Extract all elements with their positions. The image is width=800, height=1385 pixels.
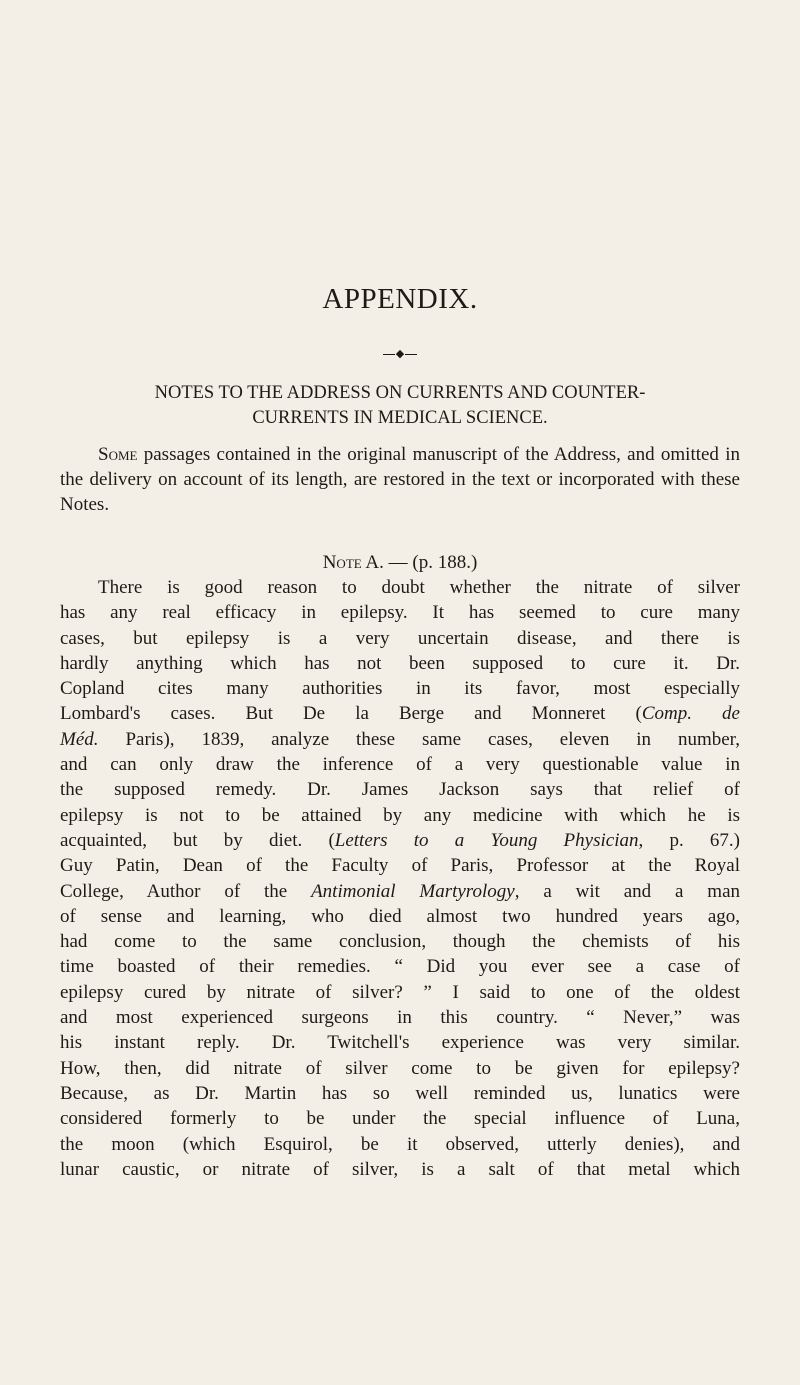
- paragraph-line: the moon (which Esquirol, be it observed, utterly denies), and: [60, 1133, 740, 1155]
- paragraph-line: his instant reply. Dr. Twitchell's experience was very similar.: [60, 1032, 740, 1054]
- paragraph-line: cases, but epilepsy is a very uncertain disease, and there is: [60, 627, 740, 649]
- paragraph-line: and most experienced surgeons in this country. “ Never,” was: [60, 1007, 740, 1029]
- ornament-rule-left: [383, 354, 395, 355]
- paragraph-line: There is good reason to doubt whether the nitrate of silver: [98, 577, 740, 598]
- paragraph-line: time boasted of their remedies. “ Did you ever see a case of: [60, 956, 740, 978]
- paragraph-line: considered formerly to be under the special influence of Luna,: [60, 1108, 740, 1130]
- paragraph-line: lunar caustic, or nitrate of silver, is a salt of that metal which: [60, 1158, 740, 1180]
- paragraph-line: Because, as Dr. Martin has so well reminded us, lunatics were: [60, 1082, 740, 1104]
- intro-lead-word: Some: [98, 444, 138, 465]
- diamond-icon: ◆: [395, 348, 405, 361]
- note-heading: [0, 550, 800, 575]
- section-heading-line-1: NOTES TO THE ADDRESS ON CURRENTS AND COUNTER-: [154, 383, 646, 403]
- paragraph-line: epilepsy is not to be attained by any medicine with which he is: [60, 804, 740, 826]
- paragraph-line: had come to the same conclusion, though the chemists of his: [60, 931, 740, 953]
- note-label: Note: [322, 552, 362, 573]
- paragraph-line: acquainted, but by diet. (Letters to a Young Physician, p. 67.): [60, 829, 741, 851]
- paragraph-line: of sense and learning, who died almost two hundred years ago,: [60, 905, 740, 927]
- paragraph-line: hardly anything which has not been supposed to cure it. Dr.: [60, 652, 740, 674]
- paragraph-line: the supposed remedy. Dr. James Jackson says that relief of: [60, 779, 740, 801]
- paragraph-line: Guy Patin, Dean of the Faculty of Paris, Professor at the Royal: [60, 855, 740, 877]
- intro-text: passages contained in the original manuscript of the Address, and omitted in the delivery on account of its length, are restored in the text or incorporated with these Notes.: [60, 444, 740, 515]
- intro-paragraph: [60, 442, 740, 517]
- section-heading-line-2: CURRENTS IN MEDICAL SCIENCE.: [252, 408, 548, 428]
- note-reference: A. — (p. 188.): [361, 552, 478, 573]
- paragraph-line: College, Author of the Antimonial Martyrology, a wit and a man: [60, 880, 741, 902]
- paragraph-line: How, then, did nitrate of silver come to be given for epilepsy?: [60, 1057, 740, 1079]
- paragraph-line: epilepsy cured by nitrate of silver? ” I said to one of the oldest: [60, 981, 740, 1003]
- paragraph-line: Méd. Paris), 1839, analyze these same cases, eleven in number,: [60, 728, 740, 750]
- paragraph-line: Lombard's cases. But De la Berge and Monneret (Comp. de: [60, 703, 740, 725]
- paragraph-line: and can only draw the inference of a very questionable value in: [60, 754, 740, 776]
- paragraph-line: has any real efficacy in epilepsy. It has seemed to cure many: [60, 602, 740, 624]
- paragraph-line: Copland cites many authorities in its favor, most especially: [60, 678, 740, 700]
- section-heading: [60, 381, 740, 431]
- note-paragraph: [60, 575, 740, 1182]
- ornament-divider: [0, 348, 800, 360]
- page-title: APPENDIX.: [322, 283, 478, 315]
- ornament-rule-right: [405, 354, 417, 355]
